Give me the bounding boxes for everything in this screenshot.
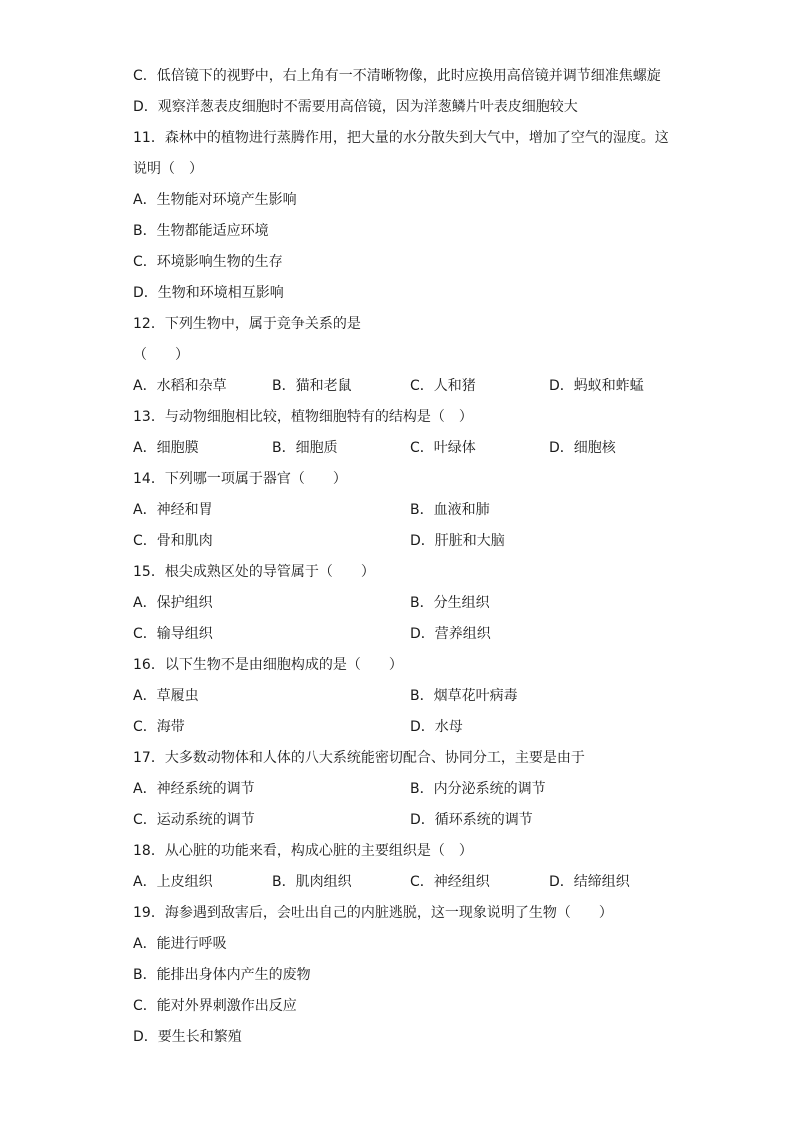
- option-item: B．血液和肺: [410, 502, 490, 518]
- text-line: 13．与动物细胞相比较，植物细胞特有的结构是（ ）: [133, 409, 473, 425]
- option-item: C．运动系统的调节: [133, 812, 255, 828]
- option-item: A．细胞膜: [133, 440, 199, 456]
- option-item: C．海带: [133, 719, 185, 735]
- text-line: A．能进行呼吸: [133, 936, 227, 952]
- option-item: C．人和猪: [410, 378, 476, 394]
- option-item: A．神经和胃: [133, 502, 213, 518]
- option-item: B．烟草花叶病毒: [410, 688, 518, 704]
- option-item: A．保护组织: [133, 595, 213, 611]
- option-item: B．肌肉组织: [272, 874, 352, 890]
- text-line: B．生物都能适应环境: [133, 223, 269, 239]
- option-item: B．猫和老鼠: [272, 378, 352, 394]
- option-item: D．蚂蚁和蚱蜢: [549, 378, 644, 394]
- option-item: A．上皮组织: [133, 874, 213, 890]
- text-line: C．环境影响生物的生存: [133, 254, 283, 270]
- option-item: C．叶绿体: [410, 440, 476, 456]
- option-item: B．内分泌系统的调节: [410, 781, 546, 797]
- options-row: [133, 809, 693, 831]
- option-item: B．分生组织: [410, 595, 490, 611]
- text-line: C．能对外界刺激作出反应: [133, 998, 297, 1014]
- options-row: [133, 375, 693, 397]
- text-line: 12．下列生物中，属于竞争关系的是: [133, 316, 361, 332]
- text-line: 19．海参遇到敌害后，会吐出自己的内脏逃脱，这一现象说明了生物（ ）: [133, 905, 613, 921]
- options-row: [133, 716, 693, 738]
- option-item: C．神经组织: [410, 874, 490, 890]
- option-item: A．水稻和杂草: [133, 378, 227, 394]
- options-row: [133, 592, 693, 614]
- option-item: D．水母: [410, 719, 463, 735]
- option-item: C．输导组织: [133, 626, 213, 642]
- text-line: （ ）: [133, 347, 189, 363]
- options-row: [133, 437, 693, 459]
- options-row: [133, 530, 693, 552]
- text-line: 11．森林中的植物进行蒸腾作用，把大量的水分散失到大气中，增加了空气的湿度。这: [133, 130, 669, 146]
- text-line: D．生物和环境相互影响: [133, 285, 284, 301]
- text-line: D．观察洋葱表皮细胞时不需要用高倍镜，因为洋葱鳞片叶表皮细胞较大: [133, 99, 578, 115]
- text-line: 14．下列哪一项属于器官（ ）: [133, 471, 347, 487]
- text-line: 18．从心脏的功能来看，构成心脏的主要组织是（ ）: [133, 843, 473, 859]
- option-item: D．结缔组织: [549, 874, 630, 890]
- text-line: 说明（ ）: [133, 161, 203, 177]
- option-item: A．神经系统的调节: [133, 781, 255, 797]
- option-item: D．肝脏和大脑: [410, 533, 505, 549]
- option-item: C．骨和肌肉: [133, 533, 213, 549]
- options-row: [133, 778, 693, 800]
- option-item: D．循环系统的调节: [410, 812, 533, 828]
- option-item: A．草履虫: [133, 688, 199, 704]
- text-line: 15．根尖成熟区处的导管属于（ ）: [133, 564, 375, 580]
- option-item: B．细胞质: [272, 440, 338, 456]
- options-row: [133, 871, 693, 893]
- text-line: B．能排出身体内产生的废物: [133, 967, 311, 983]
- options-row: [133, 623, 693, 645]
- option-item: D．营养组织: [410, 626, 491, 642]
- text-line: C．低倍镜下的视野中，右上角有一不清晰物像，此时应换用高倍镜并调节细准焦螺旋: [133, 68, 661, 84]
- options-row: [133, 685, 693, 707]
- text-line: A．生物能对环境产生影响: [133, 192, 297, 208]
- text-line: D．要生长和繁殖: [133, 1029, 242, 1045]
- options-row: [133, 499, 693, 521]
- text-line: 17．大多数动物体和人体的八大系统能密切配合、协同分工，主要是由于: [133, 750, 585, 766]
- text-line: 16．以下生物不是由细胞构成的是（ ）: [133, 657, 403, 673]
- option-item: D．细胞核: [549, 440, 616, 456]
